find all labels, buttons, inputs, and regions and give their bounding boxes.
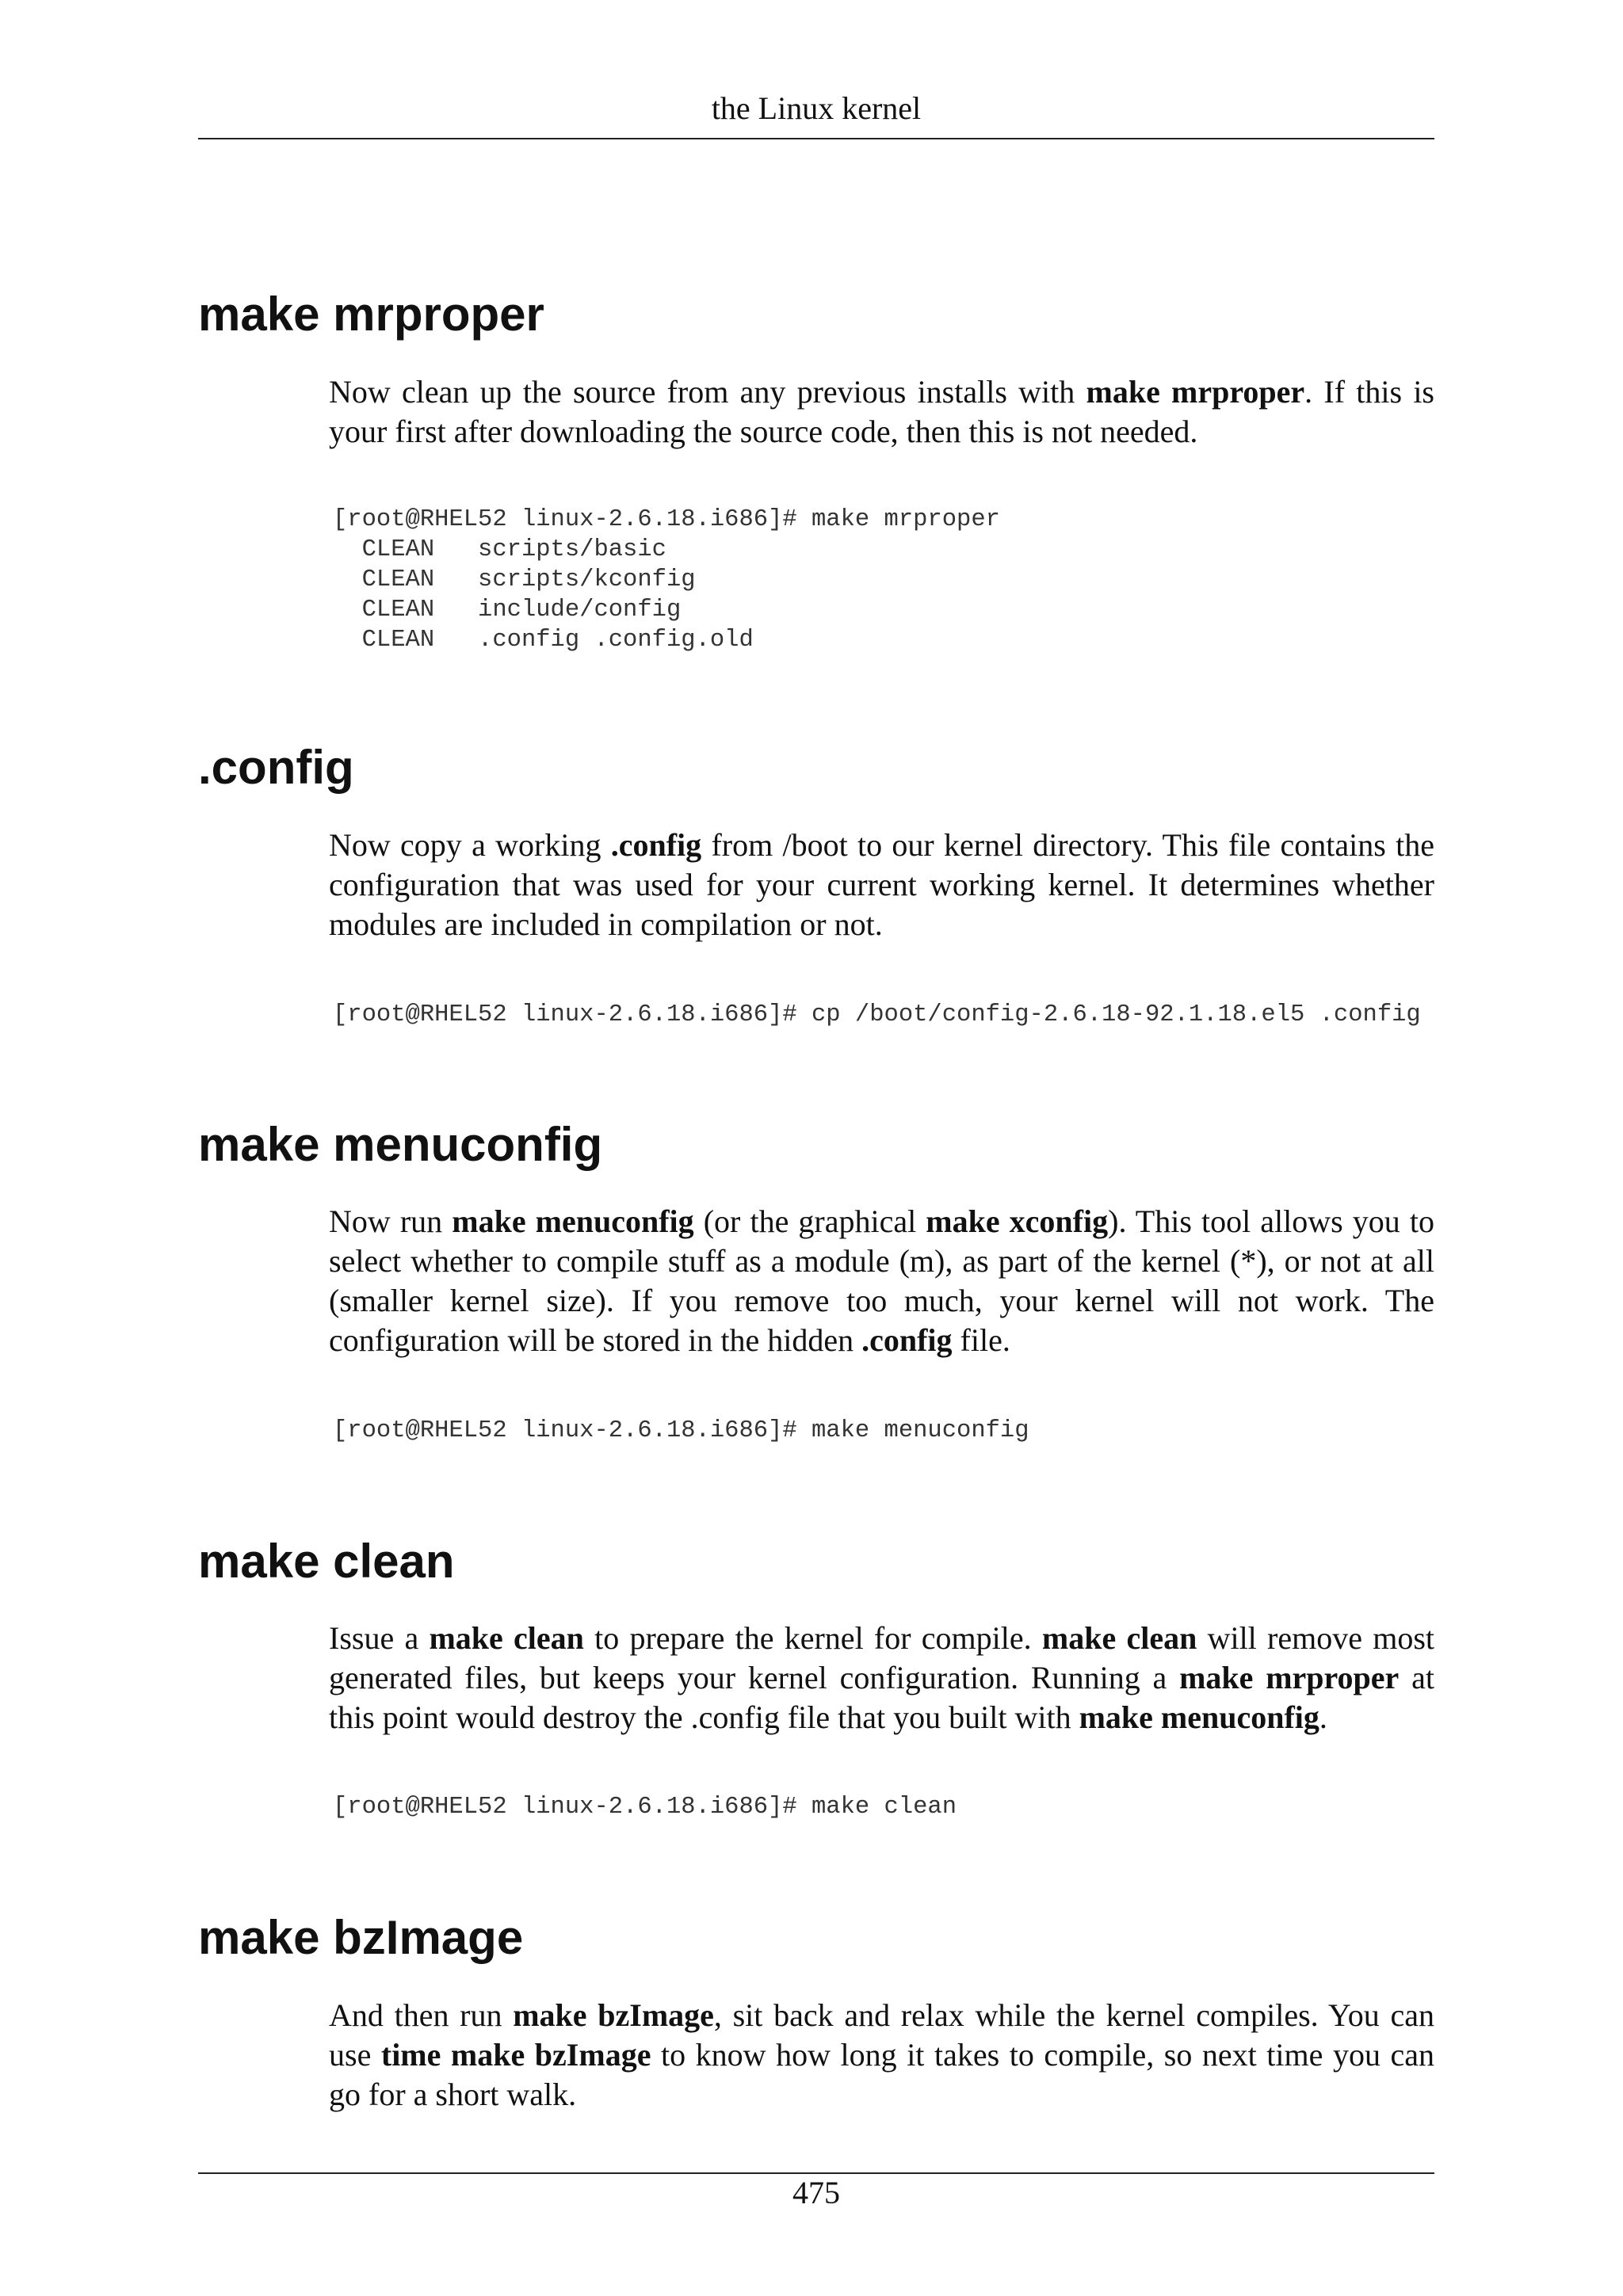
paragraph-text: Now clean up the source from any previous installs with: [329, 374, 1086, 410]
page-number: 475: [792, 2175, 840, 2210]
code-block: [root@RHEL52 linux-2.6.18.i686]# cp /boot/config-2.6.18-92.1.18.el5 .config: [333, 1001, 1421, 1028]
bold-command-text: .config: [610, 827, 702, 863]
section-heading: make menuconfig: [198, 1118, 603, 1171]
section-paragraph: [329, 372, 1434, 452]
paragraph-text: file.: [952, 1322, 1010, 1358]
bold-command-text: make mrproper: [1179, 1660, 1400, 1695]
paragraph-text: Now run: [329, 1203, 453, 1239]
section-paragraph: [329, 826, 1434, 944]
section-heading: make clean: [198, 1535, 455, 1588]
paragraph-text: (or the graphical: [693, 1203, 926, 1239]
paragraph-text: .: [1319, 1699, 1327, 1735]
bold-command-text: make bzImage: [513, 1997, 714, 2033]
bold-command-text: make clean: [429, 1620, 584, 1656]
code-block: [root@RHEL52 linux-2.6.18.i686]# make clean: [333, 1794, 957, 1821]
paragraph-text: , sit back and relax while the kernel compiles. You can use: [329, 1997, 1434, 2073]
bold-command-text: time make bzImage: [380, 2037, 651, 2073]
section-heading: make mrproper: [198, 288, 544, 341]
paragraph-text: Issue a: [329, 1620, 430, 1656]
section-paragraph: [329, 1996, 1434, 2115]
paragraph-text: will remove most generated files, but keeps your kernel configuration. Running a: [329, 1620, 1435, 1695]
bold-command-text: make menuconfig: [1079, 1699, 1319, 1735]
paragraph-text: Now copy a working: [329, 827, 611, 863]
code-block: [root@RHEL52 linux-2.6.18.i686]# make mrproper CLEAN scripts/basic CLEAN scripts/kconfig CLEAN include/config CLEAN .config .config.old: [333, 506, 1000, 654]
section-paragraph: [329, 1619, 1434, 1737]
section-paragraph: [329, 1202, 1434, 1360]
paragraph-text: . If this is your first after downloading the source code, then this is not needed.: [329, 374, 1434, 449]
section-heading: .config: [198, 741, 354, 794]
paragraph-text: to know how long it takes to compile, so next time you can go for a short walk.: [329, 2037, 1434, 2112]
header-rule: [198, 138, 1434, 139]
paragraph-text: And then run: [329, 1997, 514, 2033]
paragraph-text: to prepare the kernel for compile.: [583, 1620, 1042, 1656]
code-block: [root@RHEL52 linux-2.6.18.i686]# make menuconfig: [333, 1417, 1029, 1444]
bold-command-text: make mrproper: [1086, 374, 1305, 410]
paragraph-text: from /boot to our kernel directory. This file contains the configuration that was used for your current working kernel. It determines whether modules are included in compilation or not.: [329, 827, 1434, 942]
section-heading: make bzImage: [198, 1911, 524, 1964]
bold-command-text: make clean: [1041, 1620, 1197, 1656]
paragraph-text: at this point would destroy the .config file that you built with: [329, 1660, 1434, 1735]
bold-command-text: make menuconfig: [452, 1203, 694, 1239]
bold-command-text: .config: [861, 1322, 953, 1358]
bold-command-text: make xconfig: [926, 1203, 1109, 1239]
paragraph-text: ). This tool allows you to select whether to compile stuff as a module (m), as part of the kernel (*), or not at all (smaller kernel size). If you remove too much, your kernel will not work. The configuration will be stored in the hidden: [329, 1203, 1434, 1358]
running-header: the Linux kernel: [711, 90, 922, 126]
